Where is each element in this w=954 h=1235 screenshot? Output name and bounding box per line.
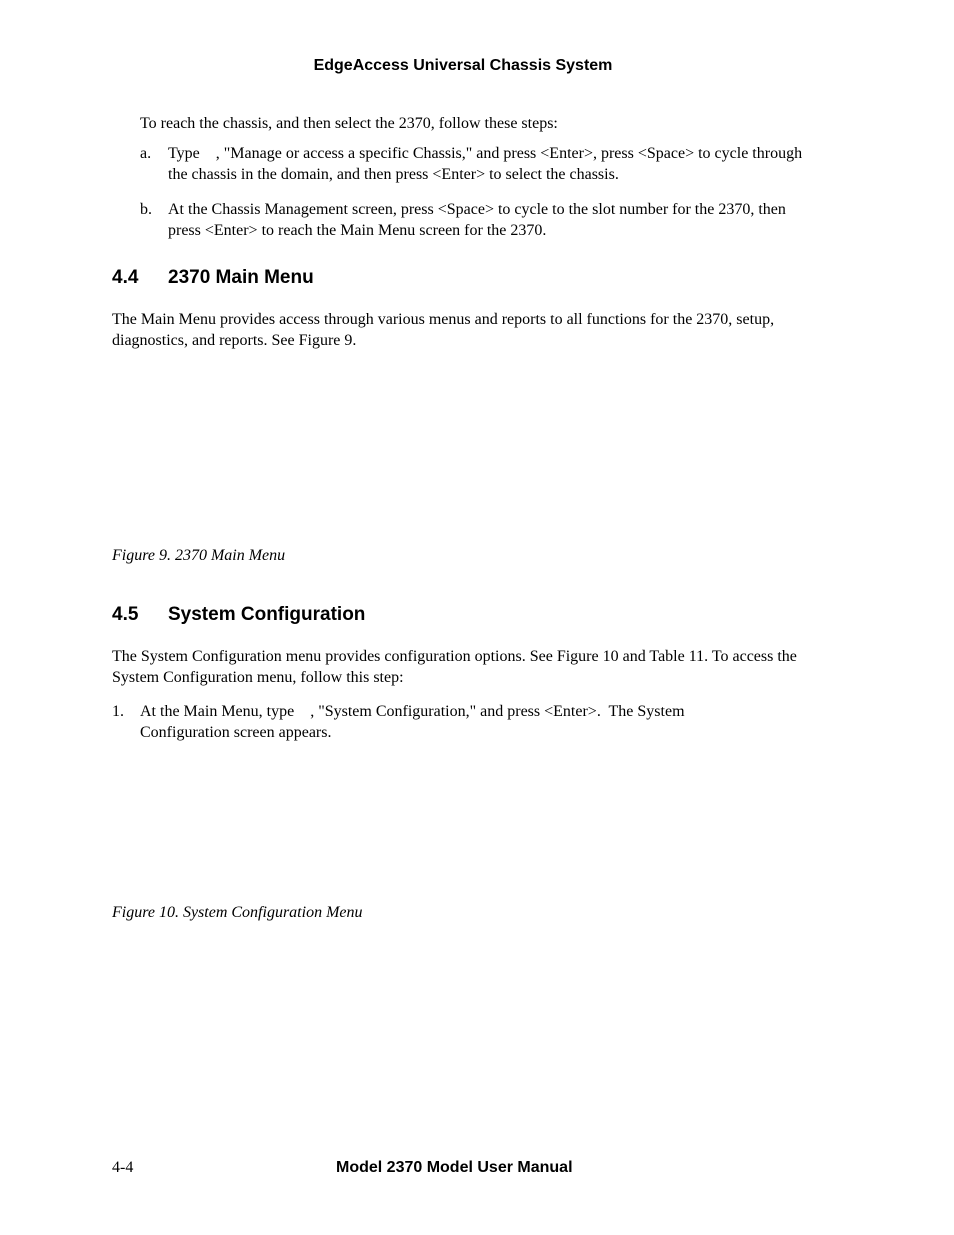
footer-manual-title: Model 2370 Model User Manual	[336, 1159, 573, 1176]
page-number: 4-4	[112, 1159, 134, 1176]
intro-paragraph: To reach the chassis, and then select the 2370, follow these steps:	[140, 115, 558, 132]
section-4-4-paragraph: The Main Menu provides access through various menus and reports to all functions for the 2370, setup, diagnostics, and reports. See Figure 9.	[112, 311, 775, 349]
step-b-marker: b.	[140, 201, 152, 218]
running-header: EdgeAccess Universal Chassis System	[313, 57, 613, 74]
section-number: 4.4	[112, 267, 139, 288]
section-title: System Configuration	[168, 604, 366, 625]
figure-10-area	[112, 752, 812, 897]
section-title: 2370 Main Menu	[168, 267, 314, 288]
figure-9-caption: Figure 9. 2370 Main Menu	[112, 547, 286, 564]
step-a-marker: a.	[140, 145, 152, 162]
figure-10-caption: Figure 10. System Configuration Menu	[112, 904, 363, 921]
step-a-text: Type , "Manage or access a specific Chassis," and press <Enter>, press <Space> to cycle through the chassis in the domain, and then press <Enter> to select the chassis.	[168, 145, 807, 183]
figure-9-area	[112, 360, 812, 540]
section-number: 4.5	[112, 604, 139, 625]
step-1-text: At the Main Menu, type , "System Configuration," and press <Enter>. The System Configuration screen appears.	[140, 703, 689, 741]
step-1-marker: 1.	[112, 703, 124, 720]
step-b-text: At the Chassis Management screen, press <Space> to cycle to the slot number for the 2370, then press <Enter> to reach the Main Menu screen for the 2370.	[168, 201, 786, 239]
section-heading-4-5	[112, 603, 365, 627]
section-heading-4-4	[112, 266, 314, 290]
section-4-5-paragraph: The System Configuration menu provides configuration options. See Figure 10 and Table 11. To access the System Configuration menu, follow this step:	[112, 648, 797, 686]
